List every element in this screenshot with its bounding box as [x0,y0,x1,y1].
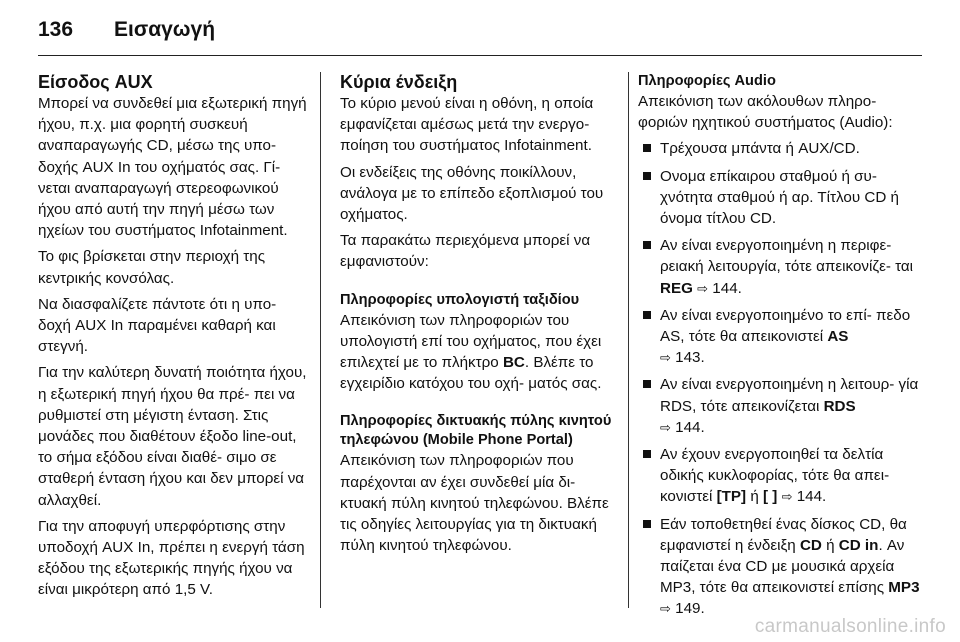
page-reference-arrow-icon: ⇨ [697,280,709,296]
bullet-icon [643,172,651,180]
page-reference-arrow-icon: ⇨ [781,489,793,505]
paragraph: Οι ενδείξεις της οθόνης ποικίλλουν, ανάλογα με το επίπεδο εξοπλισμού του οχήματος. [340,163,604,224]
list-item: Αν είναι ενεργοποιημένη η λειτουρ- γία RDS, τότε απεικονίζεται RDS ⇨ 144. [638,374,922,438]
paragraph: Το φις βρίσκεται στην περιοχή της κεντρικής κονσόλας. [38,248,266,287]
bullet-icon [643,450,651,458]
paragraph: Απεικόνιση των πληροφοριών του υπολογιστή επί του οχήματος, που έχει επιλεχτεί με το πλήκτρο BC. Βλέπε το εγχειρίδιο κατόχου του οχή- ματός σας. [340,311,602,393]
header-rule [38,55,922,56]
subheading-trip-computer: Πληροφορίες υπολογιστή ταξιδίου [340,291,580,308]
bullet-icon [643,144,651,152]
bullet-icon [643,380,651,388]
paragraph: Απεικόνιση των πληροφοριών που παρέχονται αν έχει συνδεθεί μία δι- κτυακή πύλη κινητού τηλεφώνου. Βλέπε τις οδηγίες λειτουργίας για τη δικτυακή πύλη κινητού τηλεφώνου. [340,452,609,555]
bullet-icon [643,520,651,528]
list-item: Εάν τοποθετηθεί ένας δίσκος CD, θα εμφανιστεί η ένδειξη CD ή CD in. Αν παίζεται ένα CD με μουσικά αρχεία MP3, τότε θα απεικονιστεί επίσης MP3 ⇨ 149. [638,514,922,620]
paragraph: Απεικόνιση των ακόλουθων πληρο- φοριών ηχητικού συστήματος (Audio): [638,93,893,132]
subheading-mobile-phone-portal: Πληροφορίες δικτυακής πύλης κινητού τηλεφώνου (Mobile Phone Portal) [340,413,612,449]
bullet-icon [643,311,651,319]
subheading-audio-info: Πληροφορίες Audio [638,73,776,89]
paragraph: Για την καλύτερη δυνατή ποιότητα ήχου, η εξωτερική πηγή ήχου θα πρέ- πει να ρυθμιστεί στη μέγιστη ένταση. Στις μονάδες που διαθέτουν έξοδο line-out, το σήμα εξόδου είναι διαθέ- σιμο σε σταθερή ένταση ήχου και δεν μπορεί να αλλαχθεί. [38,364,307,509]
column-audio-info [638,72,922,626]
column-main-display [340,72,612,561]
section-heading-aux: Είσοδος AUX [38,72,153,92]
paragraph: Μπορεί να συνδεθεί μια εξωτερική πηγή ήχου, π.χ. μια φορητή συσκευή αναπαραγωγής CD, μέσω της υπο- δοχής AUX In του οχήματός σας. Γί- νεται αναπαραγωγή στερεοφωνικού ήχου από αυτή την πηγή μέσω των ηχείων του συστήματος Infotainment. [38,95,307,240]
paragraph: Να διασφαλίζετε πάντοτε ότι η υπο- δοχή AUX In παραμένει καθαρή και στεγνή. [38,295,277,356]
page-reference-arrow-icon: ⇨ [660,350,671,366]
list-item: Ονομα επίκαιρου σταθμού ή συ- χνότητα σταθμού ή αρ. Τίτλου CD ή όνομα τίτλου CD. [638,166,922,230]
page-header [38,18,215,42]
bc-key-label: BC [502,354,525,372]
column-divider-2 [628,72,629,608]
paragraph: Το κύριο μενού είναι η οθόνη, η οποία εμφανίζεται αμέσως μετά την ενεργο- ποίηση του συστήματος Infotainment. [340,95,594,155]
page-title: Εισαγωγή [114,18,216,41]
page-number: 136 [38,18,74,41]
bullet-icon [643,241,651,249]
paragraph: Τα παρακάτω περιεχόμενα μπορεί να εμφανιστούν: [340,232,591,271]
watermark: carmanualsonline.info [754,616,946,637]
paragraph: Για την αποφυγή υπερφόρτισης στην υποδοχή AUX In, πρέπει η ενεργή τάση εξόδου της εξωτερικής πηγής ήχου να είναι μικρότερη από 1,5 V. [38,517,305,599]
list-item: Αν είναι ενεργοποιημένο το επί- πεδο AS, τότε θα απεικονιστεί AS ⇨ 143. [638,305,922,369]
list-item: Αν έχουν ενεργοποιηθεί τα δελτία οδικής κυκλοφορίας, τότε θα απει- κονιστεί [TP] ή [ ] ⇨ 144. [638,444,922,508]
column-aux [38,72,310,606]
audio-info-list [638,138,922,619]
column-divider-1 [320,72,321,608]
page-reference-arrow-icon: ⇨ [660,419,671,435]
list-item: Αν είναι ενεργοποιημένη η περιφε- ρειακή λειτουργία, τότε απεικονίζε- ται REG ⇨ 144. [638,235,922,299]
page-reference-arrow-icon: ⇨ [660,601,671,617]
section-heading-main-display: Κύρια ένδειξη [340,72,458,92]
list-item: Τρέχουσα μπάντα ή AUX/CD. [638,138,922,159]
